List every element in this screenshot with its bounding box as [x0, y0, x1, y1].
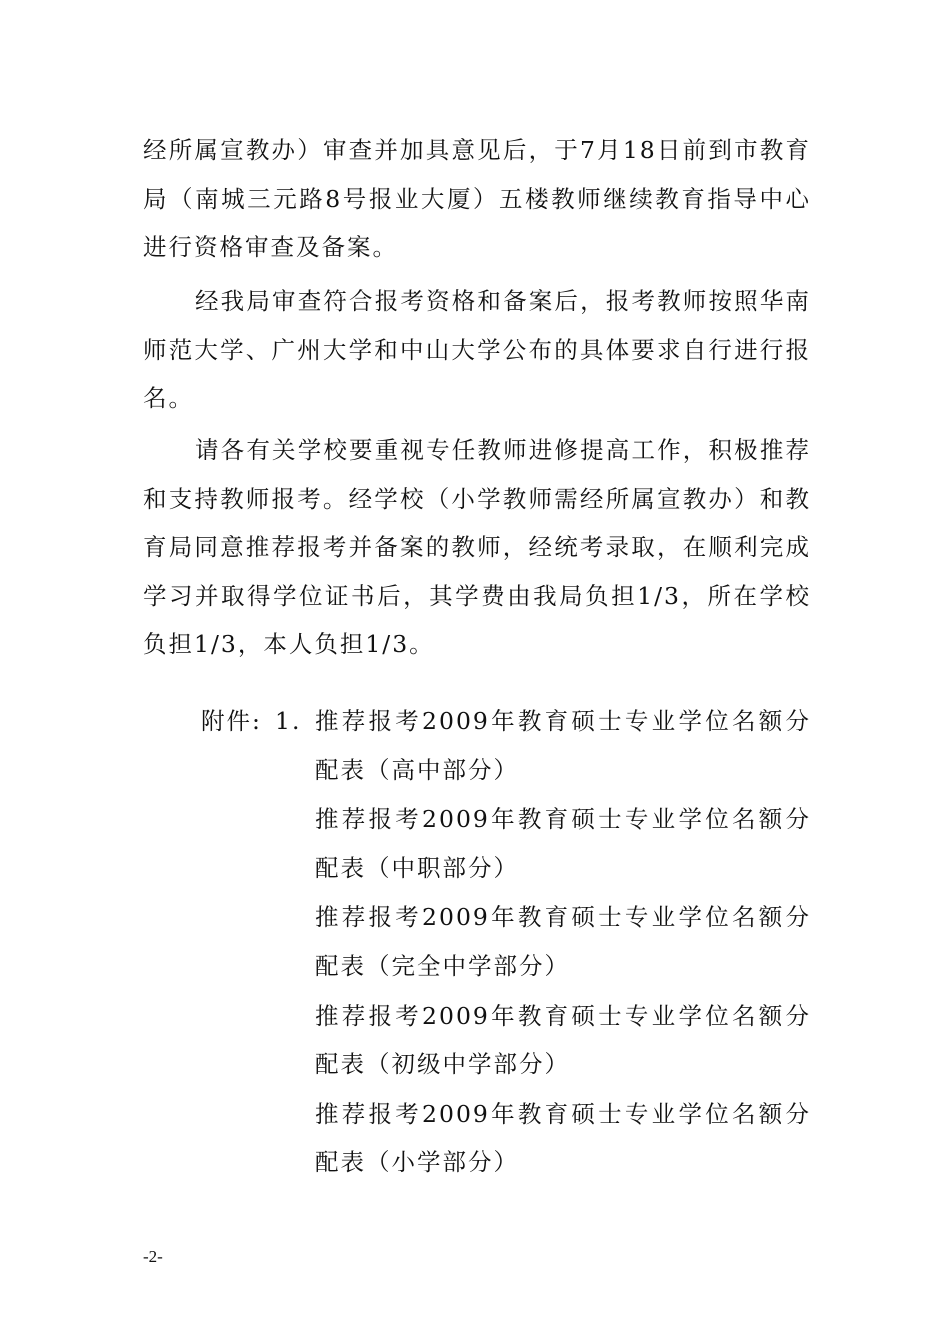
- attachment-item-3: [315, 893, 811, 990]
- body-paragraph-1: 经所属宣教办）审查并加具意见后，于7月18日前到市教育局（南城三元路8号报业大厦）五楼教师继续教育指导中心进行资格审查及备案。: [143, 136, 811, 262]
- attachment-number: 1.: [275, 707, 302, 735]
- attachment-text: 推荐报考2009年教育硕士专业学位名额分配表（小学部分）: [315, 1099, 811, 1177]
- body-paragraph-3: 请各有关学校要重视专任教师进修提高工作，积极推荐和支持教师报考。经学校（小学教师需经所属宣教办）和教育局同意推荐报考并备案的教师，经统考录取，在顺利完成学习并取得学位证书后，其学费由我局负担1/3，所在学校负担1/3，本人负担1/3。: [143, 436, 811, 659]
- attachments-label: 附件:: [201, 707, 262, 735]
- attachment-text: 推荐报考2009年教育硕士专业学位名额分配表（初级中学部分）: [315, 1001, 811, 1079]
- page-number: -2-: [143, 1247, 163, 1266]
- attachment-text: 推荐报考2009年教育硕士专业学位名额分配表（中职部分）: [315, 805, 811, 882]
- attachments-list: [275, 697, 811, 1188]
- attachment-item-1: [275, 697, 811, 794]
- attachment-text: 推荐报考2009年教育硕士专业学位名额分配表（完全中学部分）: [315, 903, 811, 980]
- attachment-item-2: [315, 795, 811, 892]
- body-paragraph-2: 经我局审查符合报考资格和备案后，报考教师按照华南师范大学、广州大学和中山大学公布的具体要求自行进行报名。: [143, 287, 811, 413]
- attachment-item-4: [315, 992, 811, 1089]
- attachment-text: 推荐报考2009年教育硕士专业学位名额分配表（高中部分）: [315, 707, 811, 784]
- attachment-item-5: [315, 1090, 811, 1187]
